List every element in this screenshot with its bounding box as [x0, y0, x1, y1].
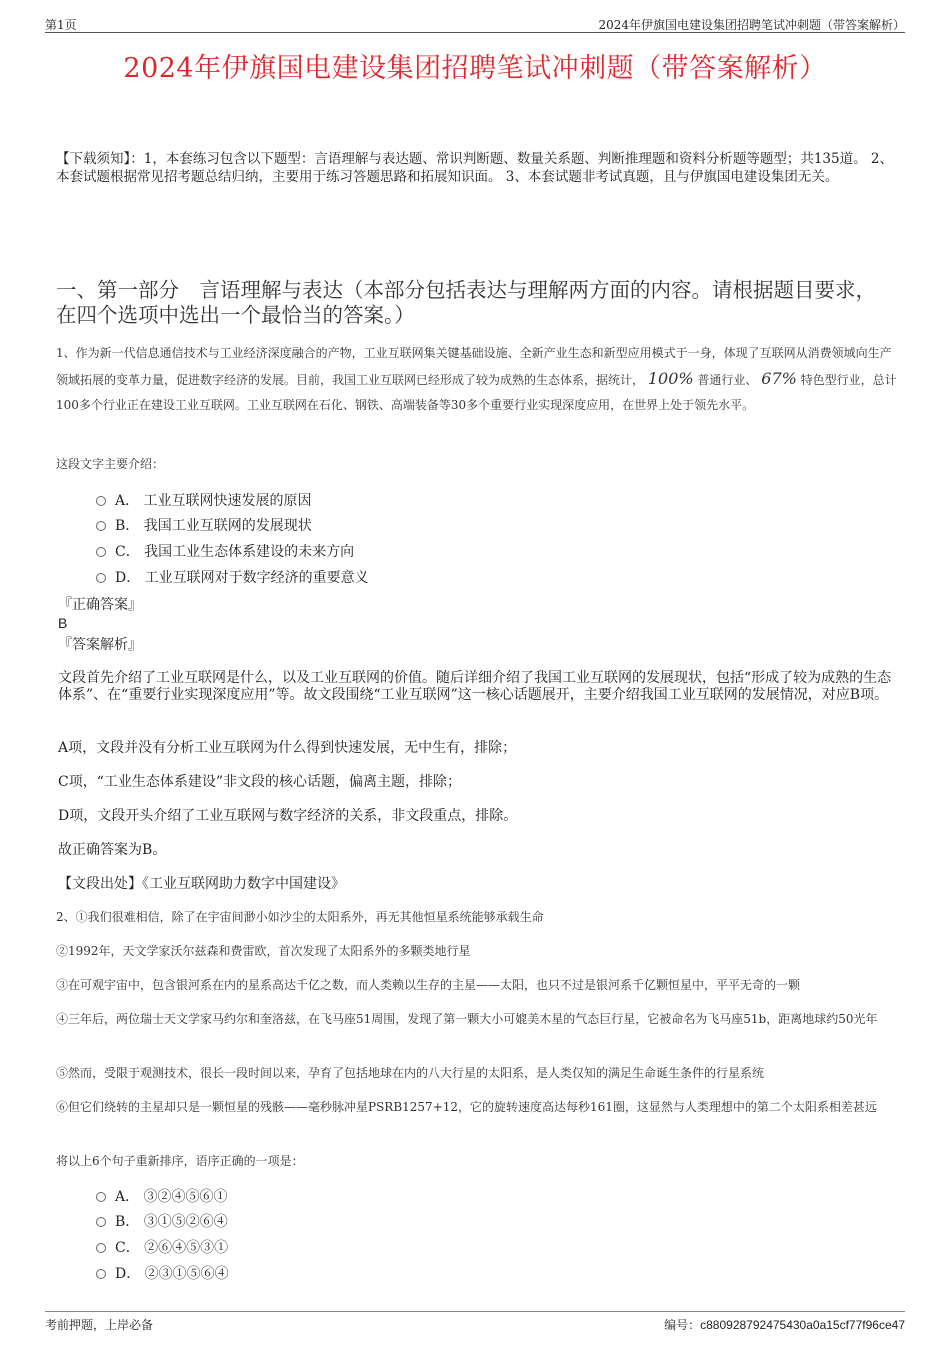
question-1-stem: 这段文字主要介绍： — [56, 457, 165, 471]
radio-icon[interactable] — [96, 496, 106, 506]
question-1-text-a: 1、作为新一代信息通信技术与工业经济深度融合的产物，工业互联网集关键基础设施、全新产业生态和新型应用模式于一身，体现了互联网从消费领域向生产领域拓展的变革力量，促进数字经济的发展。目前，我国工业互联网已经形成了较为成熟的生态体系，据统计， — [56, 346, 892, 387]
option-d[interactable] — [96, 1263, 229, 1283]
analysis-option-a: A项，文段并没有分析工业互联网为什么得到快速发展，无中生有，排除； — [58, 740, 517, 756]
option-b[interactable] — [96, 515, 312, 535]
question-2-sentence-1: 2、①我们很难相信，除了在宇宙间渺小如沙尘的太阳系外，再无其他恒星系统能够承载生命 — [56, 910, 544, 924]
page-number: 第1页 — [45, 18, 77, 32]
question-2-sentence-5: ⑤然而，受限于观测技术，很长一段时间以来，孕育了包括地球在内的八大行星的太阳系，是人类仅知的满足生命诞生条件的行星系统 — [56, 1066, 765, 1080]
option-label: B． ③①⑤②⑥④ — [115, 1214, 228, 1230]
option-c[interactable] — [96, 541, 354, 561]
question-1-text-b: 普通行业、 — [697, 373, 758, 387]
page-title: 2024年伊旗国电建设集团招聘笔试冲刺题（带答案解析） — [123, 53, 827, 84]
analysis-label: 『答案解析』 — [58, 637, 142, 653]
math-percent-67: 67% — [761, 369, 797, 388]
question-2-stem: 将以上6个句子重新排序，语序正确的一项是： — [56, 1154, 304, 1168]
footer-code-value: c880928792475430a0a15cf77f96ce47 — [700, 1318, 905, 1332]
radio-icon[interactable] — [96, 547, 106, 557]
radio-icon[interactable] — [96, 1269, 106, 1279]
radio-icon[interactable] — [96, 1192, 106, 1202]
question-2-sentence-6: ⑥但它们绕转的主星却只是一颗恒星的残骸——毫秒脉冲星PSRB1257+12，它的旋转速度高达每秒161圈，这显然与人类理想中的第二个太阳系相差甚远 — [56, 1100, 877, 1114]
question-2-sentence-3: ③在可观宇宙中，包含银河系在内的星系高达千亿之数，而人类赖以生存的主星——太阳，也只不过是银河系千亿颗恒星中，平平无奇的一颗 — [56, 978, 801, 992]
option-label: A． 工业互联网快速发展的原因 — [115, 493, 312, 509]
option-b[interactable] — [96, 1211, 228, 1231]
question-1-text — [56, 341, 900, 418]
question-2-sentence-4: ④三年后，两位瑞士天文学家马约尔和奎洛兹，在飞马座51周围，发现了第一颗大小可媲美木星的气态巨行星，它被命名为飞马座51b，距离地球约50光年 — [56, 1012, 878, 1026]
analysis-option-c: C项，“工业生态体系建设”非文段的核心话题，偏离主题，排除； — [58, 774, 462, 790]
math-percent-100: 100% — [647, 369, 694, 388]
option-a[interactable] — [96, 1186, 228, 1206]
download-notice: 【下载须知】：1，本套练习包含以下题型：言语理解与表达题、常识判断题、数量关系题、判断推理题和资料分析题等题型；共135道。 2、本套试题根据常见招考题总结归纳，主要用于练习答题思路和拓展知识面。 3、本套试题非考试真题，且与伊旗国电建设集团无关。 — [56, 151, 893, 185]
footer-code — [664, 1316, 905, 1333]
radio-icon[interactable] — [96, 521, 106, 531]
page-footer — [45, 1311, 905, 1334]
analysis-paragraph: 文段首先介绍了工业互联网是什么，以及工业互联网的价值。随后详细介绍了我国工业互联网的发展现状，包括“形成了较为成熟的生态体系”、在“重要行业实现深度应用”等。故文段围绕“工业互联网”这一核心话题展开，主要介绍我国工业互联网的发展情况，对应B项。 — [58, 670, 892, 703]
question-1-text-c: 特色型行业，总计100多个行业正在建设工业互联网。工业互联网在石化、钢铁、高端装备等30多个重要行业实现深度应用，在世界上处于领先水平。 — [56, 373, 897, 412]
option-a[interactable] — [96, 490, 312, 510]
answer-label: 『正确答案』 — [58, 597, 142, 613]
analysis-source: 【文段出处】《工业互联网助力数字中国建设》 — [58, 876, 345, 892]
section-heading: 一、第一部分 言语理解与表达（本部分包括表达与理解两方面的内容。请根据题目要求，在四个选项中选出一个最恰当的答案。） — [56, 278, 876, 327]
page-header — [45, 14, 905, 33]
answer-value: B — [58, 615, 68, 631]
option-label: C． ②⑥④⑤③① — [115, 1240, 229, 1256]
header-doc-title: 2024年伊旗国电建设集团招聘笔试冲刺题（带答案解析） — [598, 18, 905, 32]
analysis-option-d: D项，文段开头介绍了工业互联网与数字经济的关系，非文段重点，排除。 — [58, 808, 518, 824]
option-label: B． 我国工业互联网的发展现状 — [115, 518, 312, 534]
question-2-sentence-2: ②1992年，天文学家沃尔兹森和费雷欧，首次发现了太阳系外的多颗类地行星 — [56, 944, 471, 958]
analysis-conclusion: 故正确答案为B。 — [58, 842, 167, 858]
radio-icon[interactable] — [96, 1217, 106, 1227]
footer-code-label: 编号： — [664, 1318, 701, 1332]
radio-icon[interactable] — [96, 573, 106, 583]
option-c[interactable] — [96, 1237, 228, 1257]
option-d[interactable] — [96, 567, 369, 587]
option-label: C． 我国工业生态体系建设的未来方向 — [115, 544, 355, 560]
option-label: D． ②③①⑤⑥④ — [115, 1266, 229, 1282]
option-label: D． 工业互联网对于数字经济的重要意义 — [115, 570, 369, 586]
radio-icon[interactable] — [96, 1243, 106, 1253]
footer-slogan: 考前押题，上岸必备 — [45, 1318, 154, 1332]
option-label: A． ③②④⑤⑥① — [115, 1189, 228, 1205]
